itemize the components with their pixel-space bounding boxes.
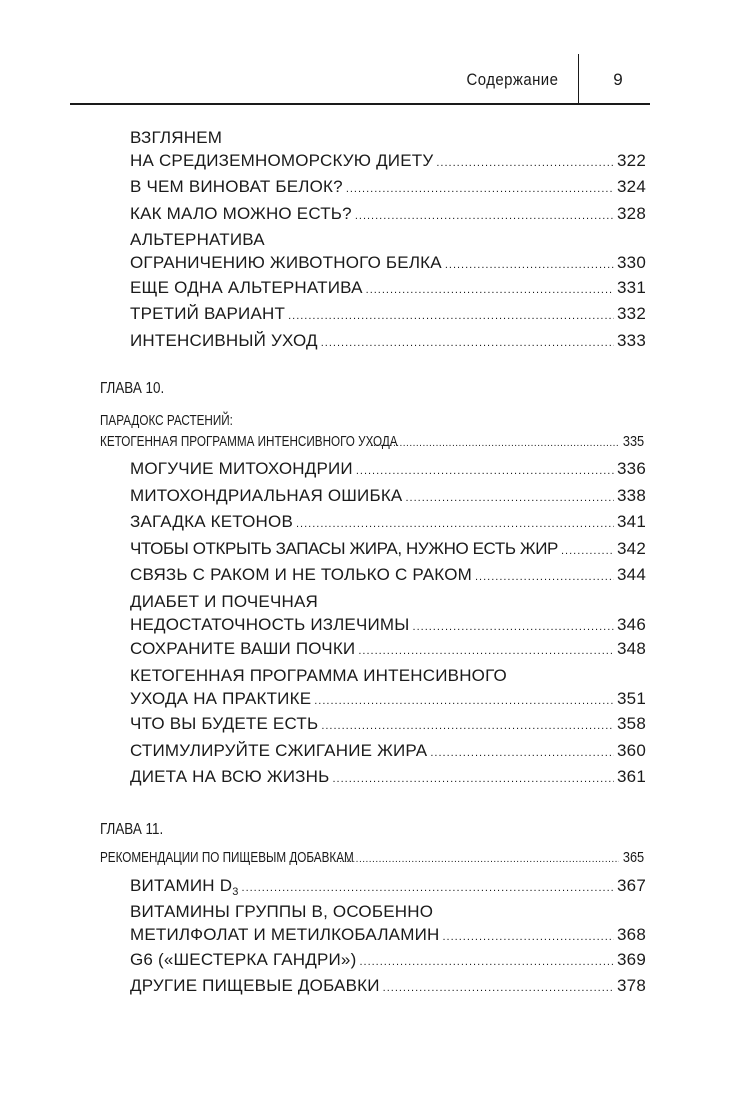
leader-dots (321, 332, 614, 355)
toc-page-number: 344 (617, 565, 646, 584)
subscript: 3 (232, 886, 239, 898)
toc-page-number: 341 (617, 512, 646, 531)
toc-page-number: 358 (617, 714, 646, 733)
toc-entry[interactable] (130, 510, 646, 536)
leader-dots (442, 926, 614, 949)
toc-page-number: 322 (617, 151, 646, 170)
leader-dots (332, 768, 614, 791)
toc-page-number: 342 (617, 539, 646, 558)
leader-dots (436, 152, 614, 175)
leader-dots (370, 433, 619, 454)
running-header-title: Содержание (466, 70, 558, 89)
leader-dots (355, 205, 614, 228)
toc-page-number: 361 (617, 767, 646, 786)
toc-entry-title: В ЧЕМ ВИНОВАТ БЕЛОК? (130, 177, 343, 196)
toc-page-number: 346 (617, 615, 646, 634)
toc-entry-title: СВЯЗЬ С РАКОМ И НЕ ТОЛЬКО С РАКОМ (130, 565, 472, 584)
toc-entry[interactable] (130, 175, 646, 201)
toc-page-number: 333 (617, 331, 646, 350)
toc-entry[interactable] (130, 664, 646, 713)
toc-entry-title-line: НЕДОСТАТОЧНОСТЬ ИЗЛЕЧИМЫ (130, 615, 410, 634)
toc-entry-title: МИТОХОНДРИАЛЬНАЯ ОШИБКА (130, 486, 403, 505)
leader-dots (445, 254, 614, 277)
toc-entry-title-line: КЕТОГЕННАЯ ПРОГРАММА ИНТЕНСИВНОГО (130, 666, 507, 685)
toc-entry-title-line: МЕТИЛФОЛАТ И МЕТИЛКОБАЛАМИН (130, 925, 440, 944)
toc-entry[interactable] (130, 202, 646, 228)
chapter-heading[interactable] (100, 847, 646, 870)
chapter-label: ГЛАВА 11. (100, 821, 164, 838)
chapter-title-line: ПАРАДОКС РАСТЕНИЙ: (100, 412, 233, 429)
leader-dots (358, 640, 614, 663)
toc-entry-title-line: АЛЬТЕРНАТИВА (130, 230, 265, 249)
toc-entry[interactable] (130, 329, 646, 355)
toc-entry-title: КАК МАЛО МОЖНО ЕСТЬ? (130, 204, 352, 223)
toc-entry[interactable] (130, 457, 646, 483)
leader-dots (366, 279, 614, 302)
toc-page-number: 367 (617, 876, 646, 895)
toc-page-number: 348 (617, 639, 646, 658)
toc-page-number: 336 (617, 459, 646, 478)
leader-dots (561, 540, 614, 563)
leader-dots (430, 742, 614, 765)
toc-entry-title: ЗАГАДКА КЕТОНОВ (130, 512, 293, 531)
leader-dots (405, 487, 614, 510)
toc-page-number: 369 (617, 950, 646, 969)
toc-page-number: 378 (617, 976, 646, 995)
toc-entry-title: МОГУЧИЕ МИТОХОНДРИИ (130, 459, 353, 478)
toc-entry-title: G6 («ШЕСТЕРКА ГАНДРИ») (130, 950, 357, 969)
toc-entry-title-line: НА СРЕДИЗЕМНОМОРСКУЮ ДИЕТУ (130, 151, 434, 170)
header-vertical-rule (578, 54, 579, 104)
toc-entry-title: ТРЕТИЙ ВАРИАНТ (130, 304, 286, 323)
header-horizontal-rule (70, 103, 650, 105)
toc-entry-title: СОХРАНИТЕ ВАШИ ПОЧКИ (130, 639, 356, 658)
toc-entry-title: ЧТОБЫ ОТКРЫТЬ ЗАПАСЫ ЖИРА, НУЖНО ЕСТЬ ЖИР (130, 539, 558, 558)
toc-entry[interactable] (130, 590, 646, 639)
leader-dots (336, 849, 619, 870)
leader-dots (475, 566, 614, 589)
toc-entry[interactable] (130, 739, 646, 765)
toc-entry[interactable] (130, 974, 646, 1000)
toc-entry-title: ДИЕТА НА ВСЮ ЖИЗНЬ (130, 767, 330, 786)
toc-entry[interactable] (130, 900, 646, 949)
leader-dots (288, 305, 614, 328)
toc-page-number: 360 (617, 741, 646, 760)
toc-entry-title: ДРУГИЕ ПИЩЕВЫЕ ДОБАВКИ (130, 976, 380, 995)
toc-entry[interactable] (130, 302, 646, 328)
leader-dots (383, 977, 614, 1000)
chapter-label: ГЛАВА 10. (100, 380, 165, 397)
leader-dots (356, 460, 614, 483)
toc-entry-title-line: ДИАБЕТ И ПОЧЕЧНАЯ (130, 592, 318, 611)
toc-entry-title: ЧТО ВЫ БУДЕТЕ ЕСТЬ (130, 714, 319, 733)
toc-page-number: 332 (617, 304, 646, 323)
toc-entry-title-line: УХОДА НА ПРАКТИКЕ (130, 689, 312, 708)
toc-entry[interactable] (130, 537, 646, 563)
toc-page-number: 331 (617, 278, 646, 297)
toc-page-number: 330 (617, 253, 646, 272)
chapter-title-line: РЕКОМЕНДАЦИИ ПО ПИЩЕВЫМ ДОБАВКАМ (100, 849, 354, 866)
chapter-title-line: КЕТОГЕННАЯ ПРОГРАММА ИНТЕНСИВНОГО УХОДА (100, 433, 398, 450)
leader-dots (359, 951, 614, 974)
toc-page-number: 324 (617, 177, 646, 196)
toc-entry-title: ВИТАМИН D (130, 876, 233, 895)
leader-dots (413, 616, 615, 639)
toc-entry-title: ЕЩЕ ОДНА АЛЬТЕРНАТИВА (130, 278, 363, 297)
toc-entry[interactable] (130, 484, 646, 510)
toc-page-number: 368 (617, 925, 646, 944)
toc-entry-title-line: ОГРАНИЧЕНИЮ ЖИВОТНОГО БЕЛКА (130, 253, 442, 272)
leader-dots (314, 690, 614, 713)
toc-entry-title-line: ВИТАМИНЫ ГРУППЫ В, ОСОБЕННО (130, 902, 434, 921)
toc-entry[interactable] (130, 765, 646, 791)
toc-entry[interactable] (130, 712, 646, 738)
leader-dots (296, 513, 614, 536)
toc-entry[interactable] (130, 563, 646, 589)
running-header-page-number: 9 (613, 70, 623, 89)
leader-dots (242, 877, 615, 900)
toc-page-number: 351 (617, 689, 646, 708)
toc-entry-title-line: ВЗГЛЯНЕМ (130, 128, 223, 147)
toc-entry[interactable] (130, 948, 646, 974)
chapter-page-number: 335 (622, 433, 645, 450)
chapter-heading[interactable] (100, 410, 646, 454)
toc-page-number: 328 (617, 204, 646, 223)
leader-dots (346, 178, 614, 201)
leader-dots (321, 715, 614, 738)
toc-entry[interactable] (130, 228, 646, 277)
toc-entry[interactable] (130, 637, 646, 663)
toc-entry[interactable] (130, 126, 646, 175)
toc-page-number: 338 (617, 486, 646, 505)
toc-entry-title: СТИМУЛИРУЙТЕ СЖИГАНИЕ ЖИРА (130, 741, 428, 760)
chapter-page-number: 365 (622, 849, 645, 866)
toc-entry[interactable] (130, 276, 646, 302)
toc-entry-title: ИНТЕНСИВНЫЙ УХОД (130, 331, 318, 350)
